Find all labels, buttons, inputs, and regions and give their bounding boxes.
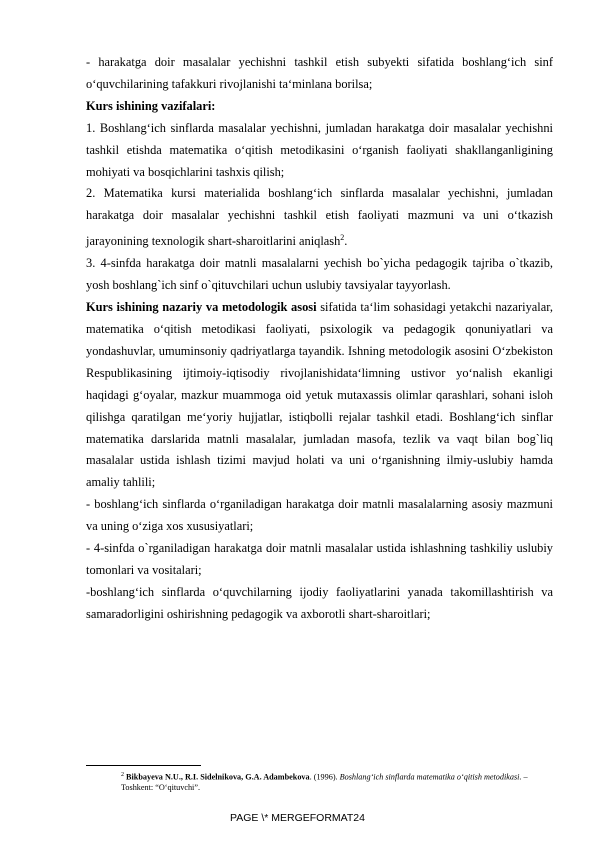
footnote-title: Boshlang‘ich sinflarda matematika o‘qitish metodikasi. bbox=[339, 772, 522, 782]
footnote-authors: Bikbayeva N.U., R.I. Sidelnikova, G.A. Adambekova bbox=[126, 772, 310, 782]
footnote-ref: 2 bbox=[340, 233, 345, 243]
page-footer: PAGE \* MERGEFORMAT24 bbox=[230, 812, 365, 824]
methodology-text: sifatida ta‘lim sohasidagi yetakchi nazariyalar, matematika o‘qitish metodikasi faoliyati, psixologik va pedagogik qonuniyatlari va yondashuvlar, umuminsoniy qadriyatlarga tayandik. Ishning metodologik asosini O‘zbekiston Respublikasining ijtimoiy-iqtisodiy rivojlanishidata‘limning ustivor yo‘nalish ekanligi haqidagi g‘oyalar, mazkur muammoga oid yetuk mutaxassis olimlar qarashlari, sohani isloh qilishga qaratilgan me‘yoriy hujjatlar, istiqbolli rejalar tashkil etadi. Boshlang‘ich sinflar matematika darslarida matnli masalalar, jumladan masofa, tezlik va vaqt bilan bog`liq masalalar ustida ishlash tizimi mavjud holati va uni o‘rganishning ilmiy-uslubiy hamda amaliy tahlili; bbox=[86, 300, 553, 490]
section-heading: Kurs ishining vazifalari: bbox=[86, 98, 216, 113]
footnote-divider bbox=[86, 765, 201, 766]
footnote-year: . (1996). bbox=[309, 772, 340, 782]
paragraph-list-1: - boshlang‘ich sinflarda o‘rganiladigan harakatga doir matnli masalalarning asosiy mazmuni va uning o‘ziga xos xususiyatlari; bbox=[86, 497, 553, 534]
paragraph-list-3: -boshlang‘ich sinflarda o‘quvchilarning ijodiy faoliyatlarini yanada takomillashtirish va samaradorligini oshirishning pedagogik va axborotli shart-sharoitlari; bbox=[86, 584, 553, 621]
paragraph-methodology bbox=[86, 297, 553, 494]
paragraph-list-2: - 4-sinfda o`rganiladigan harakatga doir matnli masalalar ustida ishlashning tashkiliy uslubiy tomonlari va vositalari; bbox=[86, 541, 553, 577]
footnote bbox=[121, 770, 541, 794]
footnote-number: 2 bbox=[121, 772, 124, 778]
paragraph-task-3: 3. 4-sinfda harakatga doir matnli masalalarni yechish bo`yicha pedagogik tajriba o`tkazib, yosh boshlang`ich sinf o`qituvchilari uchun uslubiy tavsiyalar tayyorlash. bbox=[86, 256, 553, 293]
task-2-end: . bbox=[344, 234, 348, 249]
methodology-bold: Kurs ishining nazariy va metodologik asosi bbox=[86, 300, 317, 315]
task-2-text: 2. Matematika kursi materialida boshlang‘ich sinflarda masalalar yechishni, jumladan harakatga doir masalalar yechishni tashkil etish faoliyati mazmuni va uni o‘tkazish jarayonining texnologik shart-sharoitlarini aniqlash bbox=[86, 186, 553, 249]
paragraph-task-2 bbox=[86, 183, 553, 253]
paragraph-hypothesis: - harakatga doir masalalar yechishni tashkil etish subyekti sifatida boshlang‘ich sinf o‘quvchilarining tafakkuri rivojlanishi ta‘minlana borilsa; bbox=[86, 55, 553, 91]
body-text bbox=[86, 52, 553, 626]
paragraph-task-1: 1. Boshlang‘ich sinflarda masalalar yechishni, jumladan harakatga doir masalalar yechishni tashkil etishda matematika o‘qitish metodikasini o‘rganish faoliyati shakllanganligining mohiyati va bosqichlarini tashxis qilish; bbox=[86, 120, 553, 179]
footnote-publisher: – Toshkent: “O‘qituvchi”. bbox=[121, 772, 528, 793]
